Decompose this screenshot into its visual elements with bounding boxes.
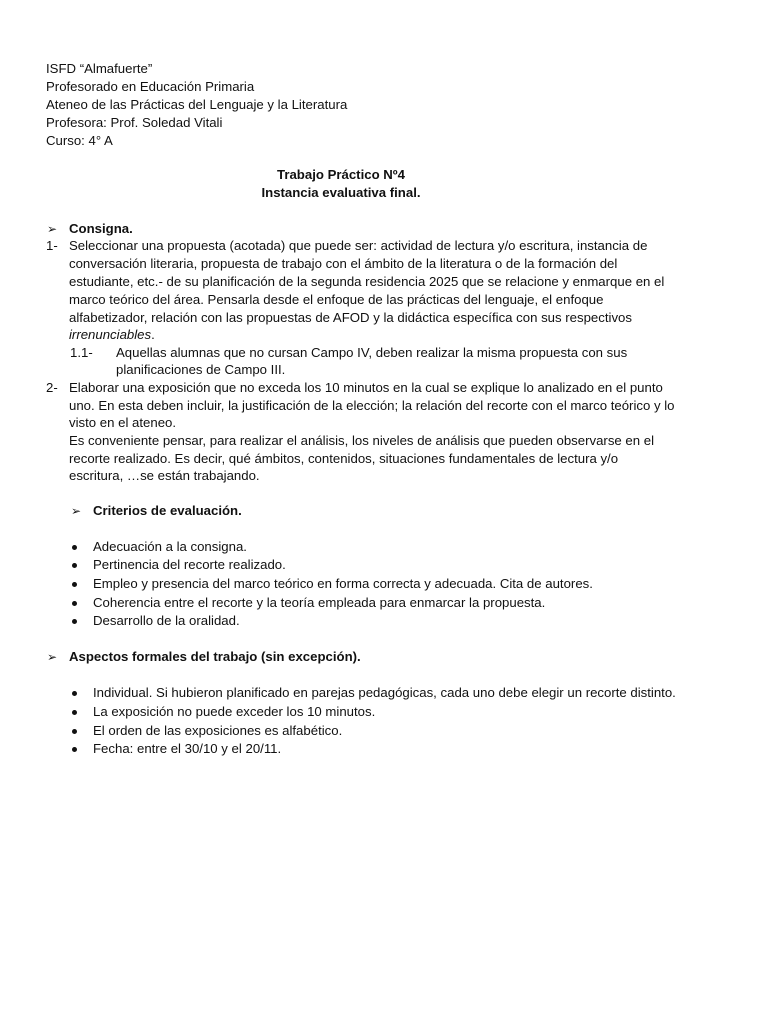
item2-line: Es conveniente pensar, para realizar el análisis, los niveles de análisis que pueden observarse en el [69,433,655,448]
italic-term: irrenunciables [69,327,152,342]
document-subtitle: Instancia evaluativa final. [261,185,421,200]
program-name: Profesorado en Educación Primaria [46,79,255,94]
item1-line: Seleccionar una propuesta (acotada) que puede ser: actividad de lectura y/o escritura, instancia de [69,238,648,253]
arrow-bullet-icon: ➢ [71,504,82,518]
criterio-item: Empleo y presencia del marco teórico en forma correcta y adecuada. Cita de autores. [93,576,593,591]
period: . [151,327,155,342]
criterio-item: Adecuación a la consigna. [93,539,247,554]
item1-line: alfabetizador, relación con las propuestas de AFOD y la didáctica específica con sus respectivos [69,310,632,325]
bullet-icon [72,729,77,734]
subitem-number: 1.1- [70,345,93,360]
aspectos-heading: Aspectos formales del trabajo (sin excepción). [69,649,361,664]
item-number: 1- [46,238,58,253]
bullet-icon [72,710,77,715]
criterio-item: Desarrollo de la oralidad. [93,613,240,628]
bullet-icon [72,747,77,752]
criterios-heading: Criterios de evaluación. [93,503,242,518]
bullet-icon [72,691,77,696]
criterio-item: Coherencia entre el recorte y la teoría empleada para enmarcar la propuesta. [93,595,546,610]
subitem-line: Aquellas alumnas que no cursan Campo IV, deben realizar la misma propuesta con sus [116,345,628,360]
item-number: 2- [46,380,58,395]
aspecto-item: Fecha: entre el 30/10 y el 20/11. [93,741,282,756]
bullet-icon [72,619,77,624]
item2-line: uno. En esta deben incluir, la justificación de la elección; la relación del recorte con el marco teórico y lo [69,398,675,413]
bullet-icon [72,563,77,568]
item1-line: conversación literaria, propuesta de trabajo con el ámbito de la literatura o de la formación del [69,256,618,271]
item2-line: visto en el ateneo. [69,415,177,430]
item1-line: estudiante, etc.- de su planificación de la segunda residencia 2025 que se relacione y enmarque en el [69,274,665,289]
teacher-name: Profesora: Prof. Soledad Vitali [46,115,223,130]
arrow-bullet-icon: ➢ [47,222,58,236]
item1-line: marco teórico del área. Pensarla desde el enfoque de las prácticas del lenguaje, el enfoque [69,292,604,307]
aspecto-item: El orden de las exposiciones es alfabético. [93,723,343,738]
class-name: Curso: 4° A [46,133,113,148]
bullet-icon [72,601,77,606]
course-title: Ateneo de las Prácticas del Lenguaje y la Literatura [46,97,348,112]
aspecto-item: La exposición no puede exceder los 10 minutos. [93,704,376,719]
institution-name: ISFD “Almafuerte” [46,61,153,76]
document-title: Trabajo Práctico Nº4 [277,167,405,182]
consigna-heading: Consigna. [69,221,133,236]
item2-line: escritura, …se están trabajando. [69,468,260,483]
arrow-bullet-icon: ➢ [47,650,58,664]
bullet-icon [72,582,77,587]
item1-line-last [69,326,155,344]
bullet-icon [72,545,77,550]
subitem-line: planificaciones de Campo III. [116,362,286,377]
aspecto-item: Individual. Si hubieron planificado en parejas pedagógicas, cada uno debe elegir un recorte distinto. [93,685,676,700]
criterio-item: Pertinencia del recorte realizado. [93,557,286,572]
item2-line: Elaborar una exposición que no exceda los 10 minutos en la cual se explique lo analizado en el punto [69,380,663,395]
item2-line: recorte realizado. Es decir, qué ámbitos, contenidos, situaciones fundamentales de lectura y/o [69,451,619,466]
